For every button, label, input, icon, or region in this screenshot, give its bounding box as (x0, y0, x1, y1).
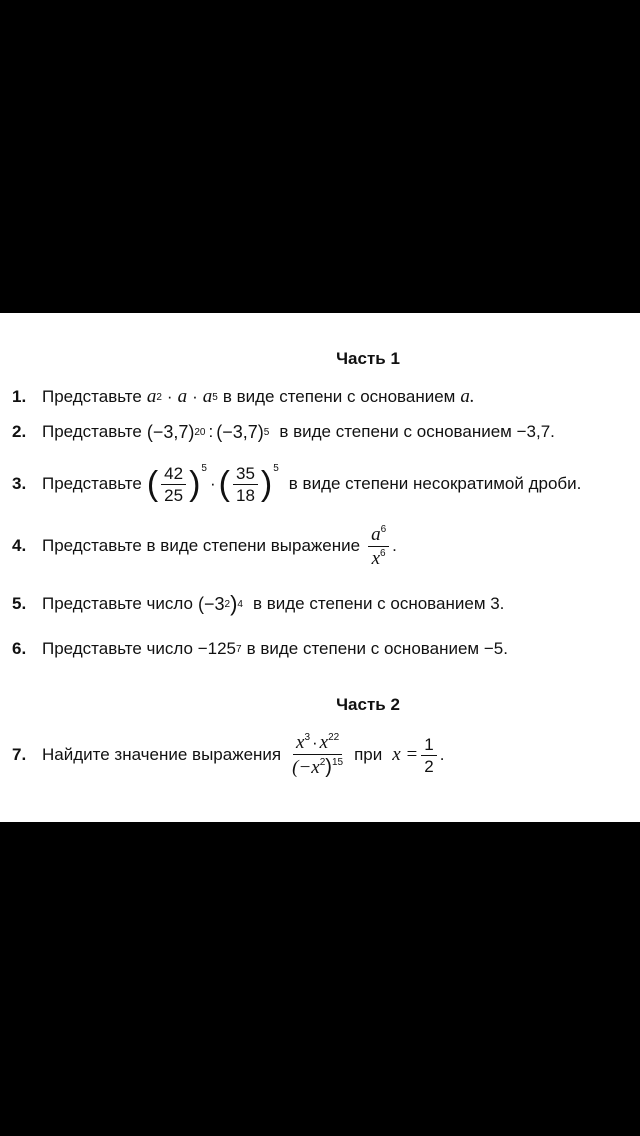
task-number: 6. (12, 639, 27, 658)
task-text: в виде степени с основанием (222, 387, 456, 406)
numerator: 1 (421, 736, 436, 756)
task-number: 5. (12, 594, 27, 613)
left-paren: ( (146, 465, 159, 503)
exponent: 2 (319, 757, 326, 768)
task-text: в виде степени несократимой дроби. (288, 474, 582, 493)
denominator (369, 547, 389, 568)
numerator: 42 (161, 465, 186, 485)
task-text: Представьте в виде степени выражение (42, 536, 361, 555)
task-number: 1. (12, 387, 27, 406)
exponent: 7 (236, 643, 242, 655)
exponent: 22 (328, 732, 340, 743)
math-x: x (319, 732, 329, 753)
task-number: 2. (12, 422, 27, 441)
math-a: a (146, 386, 157, 407)
divide-sign: : (208, 422, 214, 441)
task-number: 7. (12, 745, 27, 764)
exponent: 4 (237, 598, 243, 610)
right-paren: ) (260, 465, 273, 503)
task-7 (12, 725, 444, 785)
task-text: Представьте число −125 (42, 639, 236, 658)
worksheet (0, 313, 640, 822)
task-number: 3. (12, 474, 27, 493)
task-text: при (354, 745, 383, 764)
task-1 (12, 385, 475, 409)
task-2 (12, 417, 555, 447)
period: . (439, 745, 445, 764)
dot: · (209, 474, 216, 493)
task-text: Найдите значение выражения (42, 745, 282, 764)
math-a: a (202, 386, 213, 407)
math-x: x (296, 732, 305, 753)
exponent: 2 (156, 391, 162, 403)
task-text: Представьте (42, 422, 142, 441)
task-text: Представьте число (42, 594, 193, 613)
task-number: 4. (12, 536, 27, 555)
exponent: 5 (273, 462, 279, 474)
inner-power: (−3 (197, 593, 225, 614)
denominator (289, 755, 346, 777)
exponent: 15 (331, 757, 344, 768)
math-a: a (177, 386, 188, 407)
task-text: в виде степени с основанием −3,7. (279, 422, 555, 441)
math-x-equals: x = (392, 744, 419, 765)
task-text: Представьте (42, 387, 142, 406)
math-base: (−3,7) (146, 421, 195, 442)
exponent: 20 (194, 426, 206, 438)
left-paren: ( (218, 465, 230, 503)
numerator (368, 525, 389, 547)
fraction (233, 465, 258, 504)
exponent: 2 (224, 598, 231, 610)
right-paren: ) (325, 756, 332, 778)
fraction (421, 736, 436, 775)
fraction (368, 525, 389, 568)
task-text: в виде степени с основанием 3. (252, 594, 505, 613)
task-5 (12, 589, 504, 619)
part1-heading: Часть 1 (336, 349, 400, 368)
math-base: (−3,7) (216, 421, 264, 442)
task-3 (12, 457, 581, 511)
denominator: 25 (164, 485, 184, 505)
math-base: a. (460, 386, 475, 407)
exponent: 6 (380, 523, 387, 535)
math-x: x (371, 547, 381, 569)
exponent: 5 (201, 462, 207, 474)
dot: · (192, 387, 198, 406)
exponent: 5 (212, 391, 218, 403)
dot: · (166, 387, 173, 406)
task-text: Представьте (42, 474, 142, 493)
task-4 (12, 523, 397, 569)
right-paren: ) (230, 591, 238, 616)
denominator: 2 (424, 756, 434, 776)
exponent: 5 (263, 426, 270, 438)
fraction (289, 733, 346, 777)
period: . (392, 536, 397, 555)
task-6 (12, 637, 508, 661)
part2-heading: Часть 2 (336, 695, 400, 714)
math-a: a (371, 523, 381, 545)
fraction (161, 465, 186, 504)
exponent: 3 (304, 732, 310, 743)
task-text: в виде степени с основанием −5. (246, 639, 508, 658)
right-paren: ) (189, 465, 201, 503)
numerator: 35 (233, 465, 258, 485)
inner-power: (−x (292, 757, 320, 778)
dot: · (312, 733, 318, 752)
denominator: 18 (235, 485, 255, 505)
exponent: 6 (380, 547, 386, 559)
numerator (293, 733, 342, 755)
